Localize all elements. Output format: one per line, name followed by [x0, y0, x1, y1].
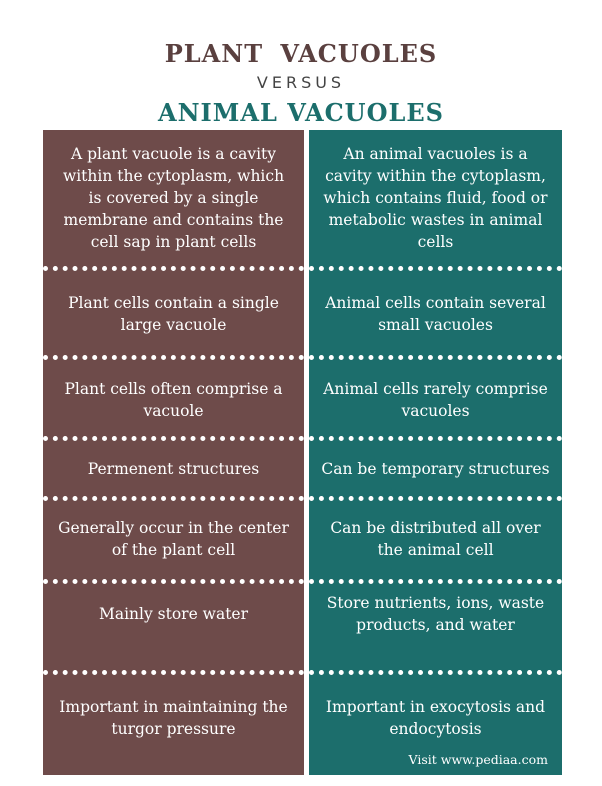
plant-cell-function: Important in maintaining the turgor pressure [59, 698, 288, 738]
header [0, 38, 602, 130]
title-versus: VERSUS [256, 73, 346, 92]
plant-cell-number: Plant cells contain a single large vacuole [68, 294, 279, 334]
animal-cell-permanence: Can be temporary structures [321, 460, 550, 478]
animal-cell-function: Important in exocytosis and endocytosis [325, 698, 546, 738]
animal-column [309, 130, 562, 775]
plant-column [43, 130, 304, 775]
animal-cell-location: Can be distributed all over the animal cell [330, 519, 541, 559]
plant-cell-storage: Mainly store water [98, 605, 249, 623]
animal-cell-number: Animal cells contain several small vacuoles [325, 294, 546, 334]
title-animal-vacuoles: ANIMAL VACUOLES [157, 98, 445, 127]
animal-cell-definition: An animal vacuoles is a cavity within the cytoplasm, which contains fluid, food or metabolic wastes in animal cells [323, 145, 548, 251]
animal-cell-storage: Store nutrients, ions, waste products, and water [326, 594, 545, 634]
title-plant-vacuoles: PLANT VACUOLES [164, 39, 438, 68]
plant-cell-permanence: Permenent structures [87, 460, 260, 478]
plant-cell-presence: Plant cells often comprise a vacuole [64, 380, 283, 420]
animal-cell-presence: Animal cells rarely comprise vacuoles [323, 380, 548, 420]
plant-cell-location: Generally occur in the center of the plant cell [58, 519, 289, 559]
plant-cell-definition: A plant vacuole is a cavity within the cytoplasm, which is covered by a single membrane and contains the cell sap in plant cells [62, 145, 285, 251]
source-credit: Visit www.pediaa.com [408, 752, 548, 767]
